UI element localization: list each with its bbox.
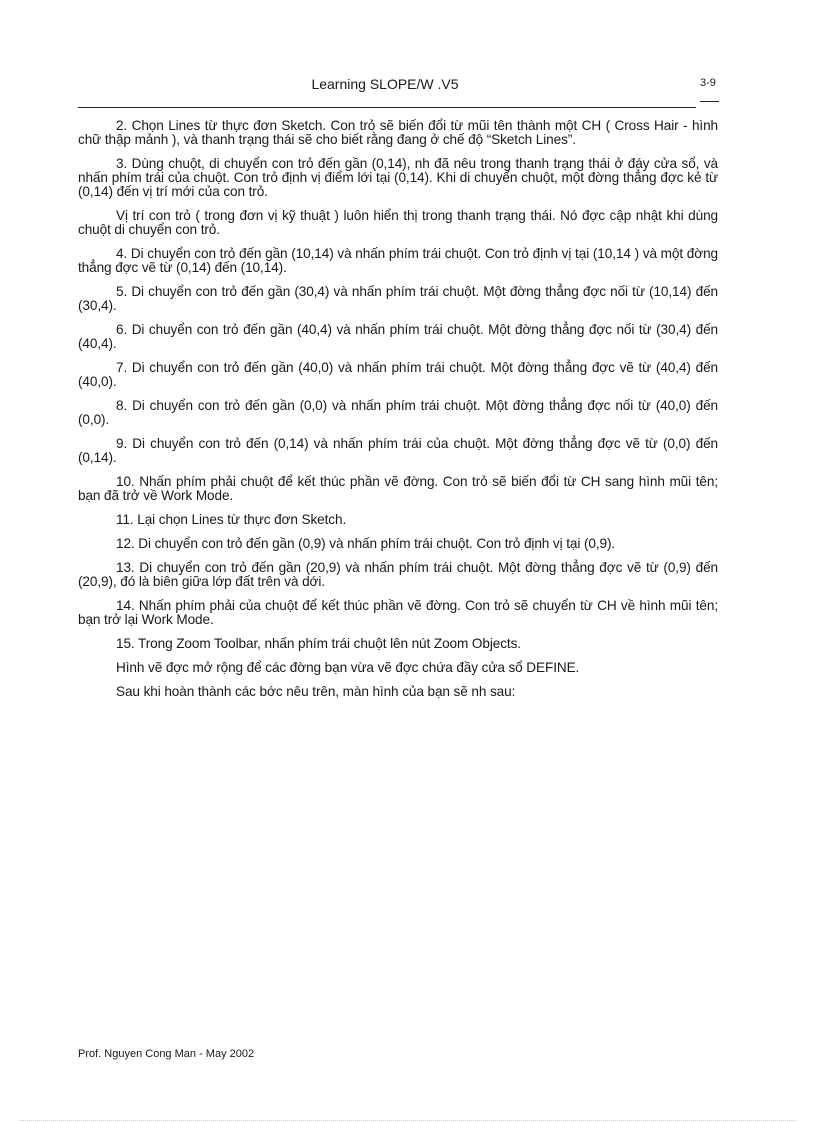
paragraph-step-14: 14. Nhấn phím phải của chuột để kết thúc phần vẽ đờng. Con trỏ sẽ chuyển từ CH về hình mũi tên; bạn trở lại Work Mode. bbox=[78, 598, 718, 627]
paragraph-step-12: 12. Di chuyển con trỏ đến gần (0,9) và nhấn phím trái chuột. Con trỏ định vị tại (0,9). bbox=[116, 536, 616, 551]
paragraph-step-4: 4. Di chuyển con trỏ đến gần (10,14) và nhấn phím trái chuột. Con trỏ định vị tại (10,14 ) và một đờng thẳng đợc vẽ từ (0,14) đến (10,14). bbox=[78, 246, 718, 275]
paragraph-step-15: 15. Trong Zoom Toolbar, nhấn phím trái chuột lên nút Zoom Objects. bbox=[116, 636, 521, 651]
paragraph-step-9: 9. Di chuyển con trỏ đến (0,14) và nhấn phím trái của chuột. Một đờng thẳng đợc vẽ từ (0,0) đến (0,14). bbox=[78, 436, 718, 465]
document-body bbox=[78, 119, 718, 709]
paragraph-step-11: 11. Lại chọn Lines từ thực đơn Sketch. bbox=[116, 512, 347, 527]
paragraph-step-13: 13. Di chuyển con trỏ đến gần (20,9) và nhấn phím trái chuột. Một đờng thẳng đợc vẽ từ (0,9) đến (20,9), đó là biên giữa lớp đất trên và dới. bbox=[78, 560, 718, 589]
footer-author-date: Prof. Nguyen Cong Man - May 2002 bbox=[78, 1048, 255, 1060]
paragraph-step-3: 3. Dùng chuột, di chuyển con trỏ đến gần (0,14), nh đã nêu trong thanh trạng thái ở đáy cửa sổ, và nhấn phím trái của chuột. Con trỏ định vị điểm lới tại (0,14). Khi di chuyển chuột, một đờng thẳng đợc kẻ từ (0,14) đến vị trí mới của con trỏ. bbox=[78, 156, 718, 199]
paragraph-cursor-position-note: Vị trí con trỏ ( trong đơn vị kỹ thuật ) luôn hiển thị trong thanh trạng thái. Nó đợc cập nhật khi dùng chuột di chuyển con trỏ. bbox=[78, 208, 718, 237]
paragraph-zoom-result: Hình vẽ đợc mở rộng để các đờng bạn vừa vẽ đợc chứa đầy cửa sổ DEFINE. bbox=[116, 660, 580, 675]
paragraph-step-7: 7. Di chuyển con trỏ đến gần (40,0) và nhấn phím trái chuột. Một đờng thẳng đợc vẽ từ (40,4) đến (40,0). bbox=[78, 360, 718, 389]
paragraph-step-6: 6. Di chuyển con trỏ đến gần (40,4) và nhấn phím trái chuột. Một đờng thẳng đợc nối từ (30,4) đến (40,4). bbox=[78, 322, 718, 351]
paragraph-step-10: 10. Nhấn phím phải chuột để kết thúc phần vẽ đờng. Con trỏ sẽ biến đổi từ CH sang hình mũi tên; bạn đã trở về Work Mode. bbox=[78, 474, 718, 503]
paragraph-step-2: 2. Chọn Lines từ thực đơn Sketch. Con trỏ sẽ biến đổi từ mũi tên thành một CH ( Cross Hair - hình chữ thập mảnh ), và thanh trạng thái sẽ cho biết rằng đang ở chế độ “Sketch Lines”. bbox=[78, 118, 718, 147]
header-rule bbox=[78, 107, 696, 108]
page-bottom-border bbox=[20, 1120, 796, 1121]
page-number: 3-9 bbox=[700, 77, 716, 89]
header-title: Learning SLOPE/W .V5 bbox=[311, 76, 459, 92]
paragraph-step-8: 8. Di chuyển con trỏ đến gần (0,0) và nhấn phím trái chuột. Một đờng thẳng đợc nối từ (40,0) đến (0,0). bbox=[78, 398, 718, 427]
paragraph-summary: Sau khi hoàn thành các bớc nêu trên, màn hình của bạn sẽ nh sau: bbox=[116, 684, 516, 699]
page-number-rule bbox=[700, 101, 719, 102]
paragraph-step-5: 5. Di chuyển con trỏ đến gần (30,4) và nhấn phím trái chuột. Một đờng thẳng đợc nối từ (10,14) đến (30,4). bbox=[78, 284, 718, 313]
